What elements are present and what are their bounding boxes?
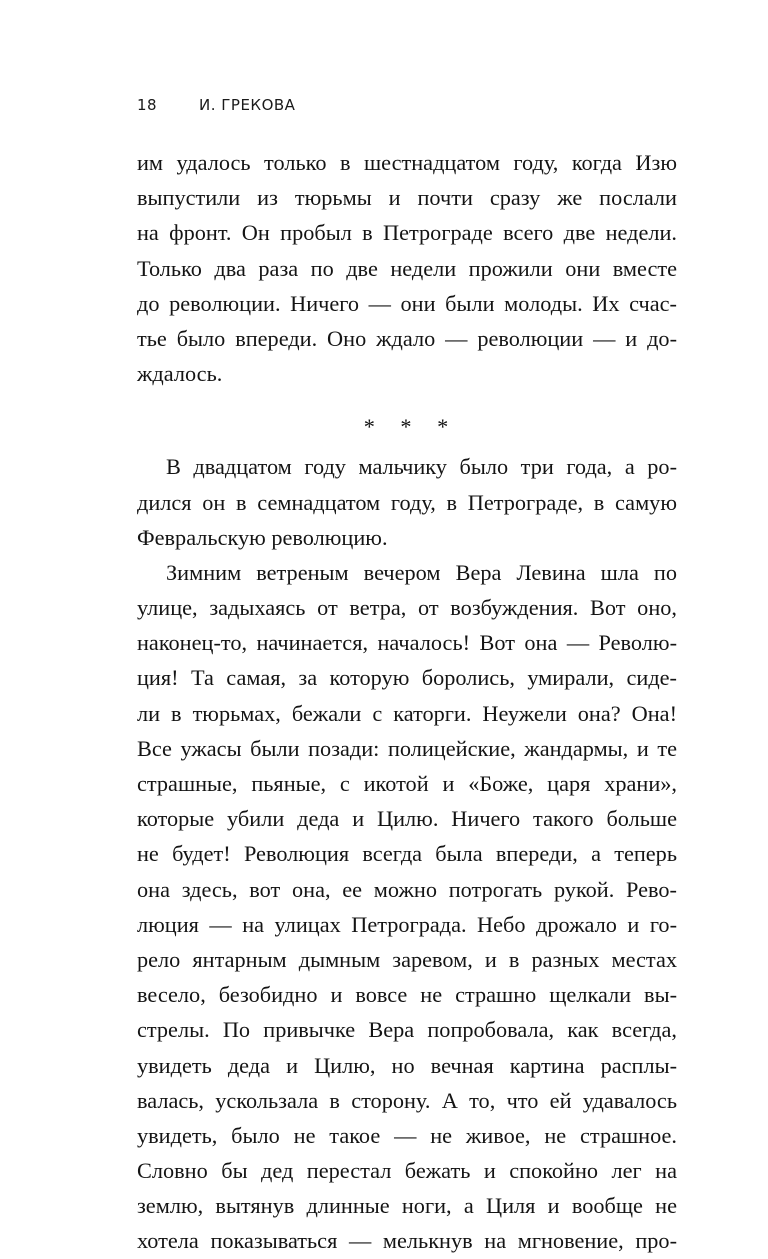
running-head — [137, 96, 677, 120]
paragraph-1 — [137, 145, 677, 391]
text-line: землю, вытянув длинные ноги, а Циля и вообще не — [137, 1193, 677, 1219]
text-line: Все ужасы были позади: полицейские, жандармы, и те — [137, 735, 677, 761]
text-line: увидеть деда и Цилю, но вечная картина расплы- — [137, 1052, 677, 1078]
text-line: ждалось. — [137, 361, 223, 387]
body-text — [137, 145, 677, 1259]
text-line: выпустили из тюрьмы и почти сразу же послали — [137, 185, 677, 211]
text-line: улице, задыхаясь от ветра, от возбуждения. Вот оно, — [137, 595, 677, 621]
text-line: которые убили деда и Цилю. Ничего такого больше — [137, 806, 677, 832]
author-name: И. ГРЕКОВА — [199, 96, 296, 114]
text-line: ция! Та самая, за которую боролись, умирали, сиде- — [137, 665, 677, 691]
text-line: не будет! Революция всегда была впереди, а теперь — [137, 841, 677, 867]
text-line: В двадцатом году мальчику было три года, а ро- — [166, 454, 677, 480]
text-line: им удалось только в шестнадцатом году, когда Изю — [137, 150, 677, 175]
text-line: увидеть, было не такое — не живое, не страшное. — [137, 1122, 677, 1148]
text-line: наконец-то, начинается, началось! Вот она — Револю- — [137, 630, 677, 656]
text-line: люция — на улицах Петрограда. Небо дрожало и го- — [137, 911, 677, 937]
text-line: ли в тюрьмах, бежали с каторги. Неужели она? Она! — [137, 700, 677, 726]
text-line: до революции. Ничего — они были молоды. Их счас- — [137, 290, 677, 316]
paragraph-2 — [137, 449, 677, 555]
text-line: на фронт. Он пробыл в Петрограде всего две недели. — [137, 220, 677, 246]
text-line: хотела показываться — мелькнув на мгновение, про- — [137, 1228, 677, 1254]
text-line: рело янтарным дымным заревом, и в разных местах — [137, 946, 677, 972]
text-line: валась, ускользала в сторону. А то, что ей удавалось — [137, 1087, 677, 1113]
paragraph-3 — [137, 555, 677, 1259]
text-line: Зимним ветреным вечером Вера Левина шла по — [166, 559, 677, 585]
text-line: стрелы. По привычке Вера попробовала, как всегда, — [137, 1017, 677, 1043]
text-line: тье было впереди. Оно ждало — революции — и до- — [137, 325, 677, 351]
text-line: Словно бы дед перестал бежать и спокойно лег на — [137, 1158, 677, 1184]
text-line: Февральскую революцию. — [137, 524, 388, 550]
page-number: 18 — [137, 96, 158, 114]
section-separator: * * * — [363, 414, 459, 440]
text-line: она здесь, вот она, ее можно потрогать рукой. Рево- — [137, 876, 677, 902]
text-line: страшные, пьяные, с икотой и «Боже, царя храни», — [137, 771, 677, 796]
text-line: Только два раза по две недели прожили они вместе — [137, 255, 677, 281]
text-line: дился он в семнадцатом году, в Петрограде, в самую — [137, 489, 677, 515]
text-line: весело, безобидно и вовсе не страшно щелкали вы- — [137, 982, 677, 1008]
